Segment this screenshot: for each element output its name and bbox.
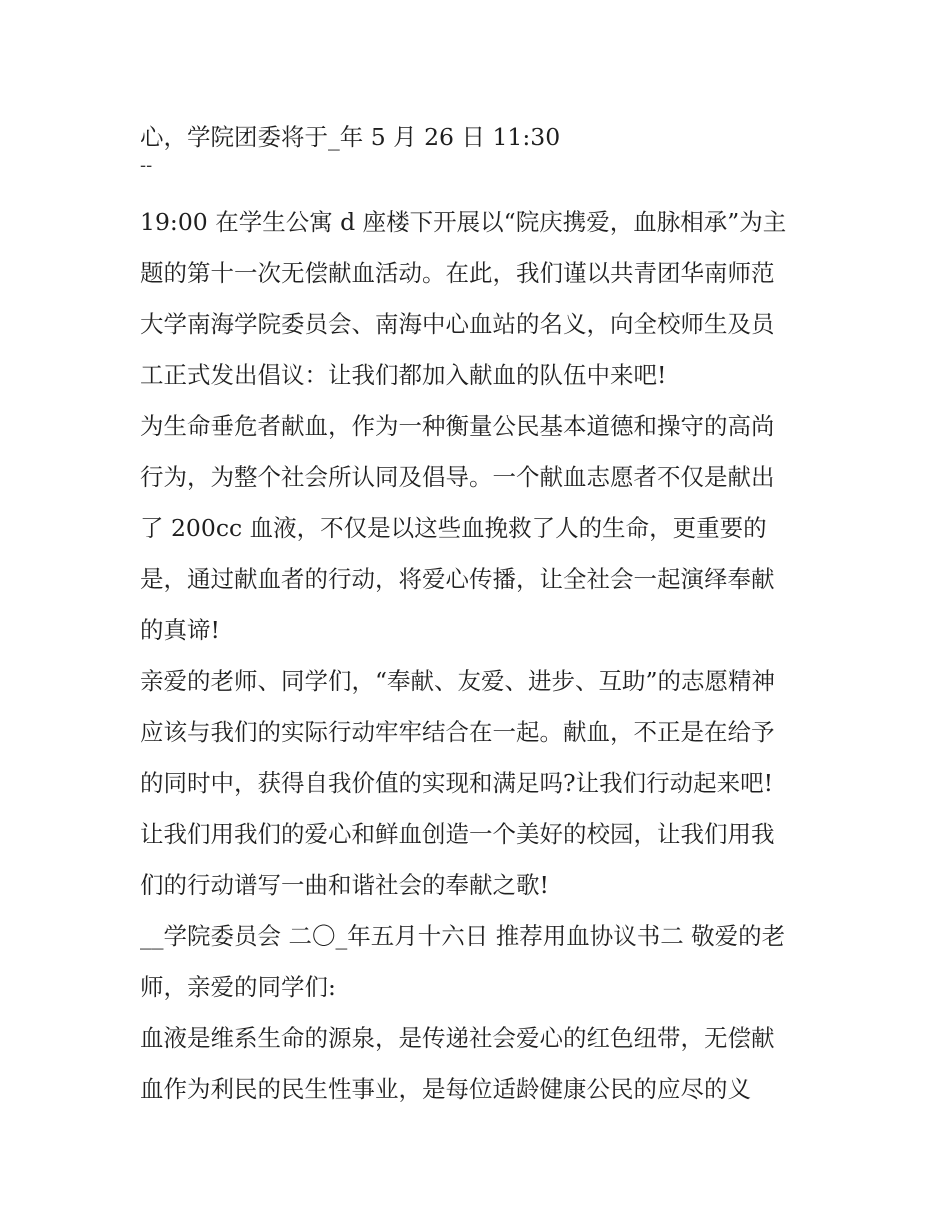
text-line-9: 了 200cc 血液，不仅是以这些血挽救了人的生命，更重要的 [140, 514, 767, 542]
separator-dashes: -- [140, 155, 153, 176]
text-line-5: 大学南海学院委员会、南海中心血站的名义，向全校师生及员 [140, 310, 775, 338]
text-line-12: 亲爱的老师、同学们，“奉献、友爱、进步、互助”的志愿精神 [140, 667, 776, 695]
text-line-11: 的真谛! [140, 616, 220, 644]
document-body [140, 112, 830, 1115]
text-line-8: 行为，为整个社会所认同及倡导。一个献血志愿者不仅是献出 [140, 463, 775, 491]
text-line-3: 19:00 在学生公寓 d 座楼下开展以“院庆携爱，血脉相承”为主 [140, 208, 787, 236]
text-line-15: 让我们用我们的爱心和鲜血创造一个美好的校园，让我们用我 [140, 820, 775, 848]
text-line-7: 为生命垂危者献血，作为一种衡量公民基本道德和操守的高尚 [140, 412, 775, 440]
text-line-6: 工正式发出倡议：让我们都加入献血的队伍中来吧! [140, 361, 667, 389]
text-line-14: 的同时中，获得自我价值的实现和满足吗?让我们行动起来吧! [140, 769, 774, 797]
text-line-16: 们的行动谱写一曲和谐社会的奉献之歌! [140, 871, 549, 899]
text-line-17: __学院委员会 二〇_年五月十六日 推荐用血协议书二 敬爱的老 [140, 922, 786, 950]
text-line-19: 血液是维系生命的源泉，是传递社会爱心的红色纽带，无偿献 [140, 1024, 775, 1052]
text-line-1: 心，学院团委将于_年 5 月 26 日 11:30 [140, 123, 561, 151]
text-line-13: 应该与我们的实际行动牢牢结合在一起。献血，不正是在给予 [140, 718, 775, 746]
text-line-20: 血作为利民的民生性事业，是每位适龄健康公民的应尽的义 [140, 1075, 751, 1103]
text-line-18: 师，亲爱的同学们: [140, 973, 336, 1001]
text-line-4: 题的第十一次无偿献血活动。在此，我们谨以共青团华南师范 [140, 259, 775, 287]
text-line-10: 是，通过献血者的行动，将爱心传播，让全社会一起演绎奉献 [140, 565, 775, 593]
